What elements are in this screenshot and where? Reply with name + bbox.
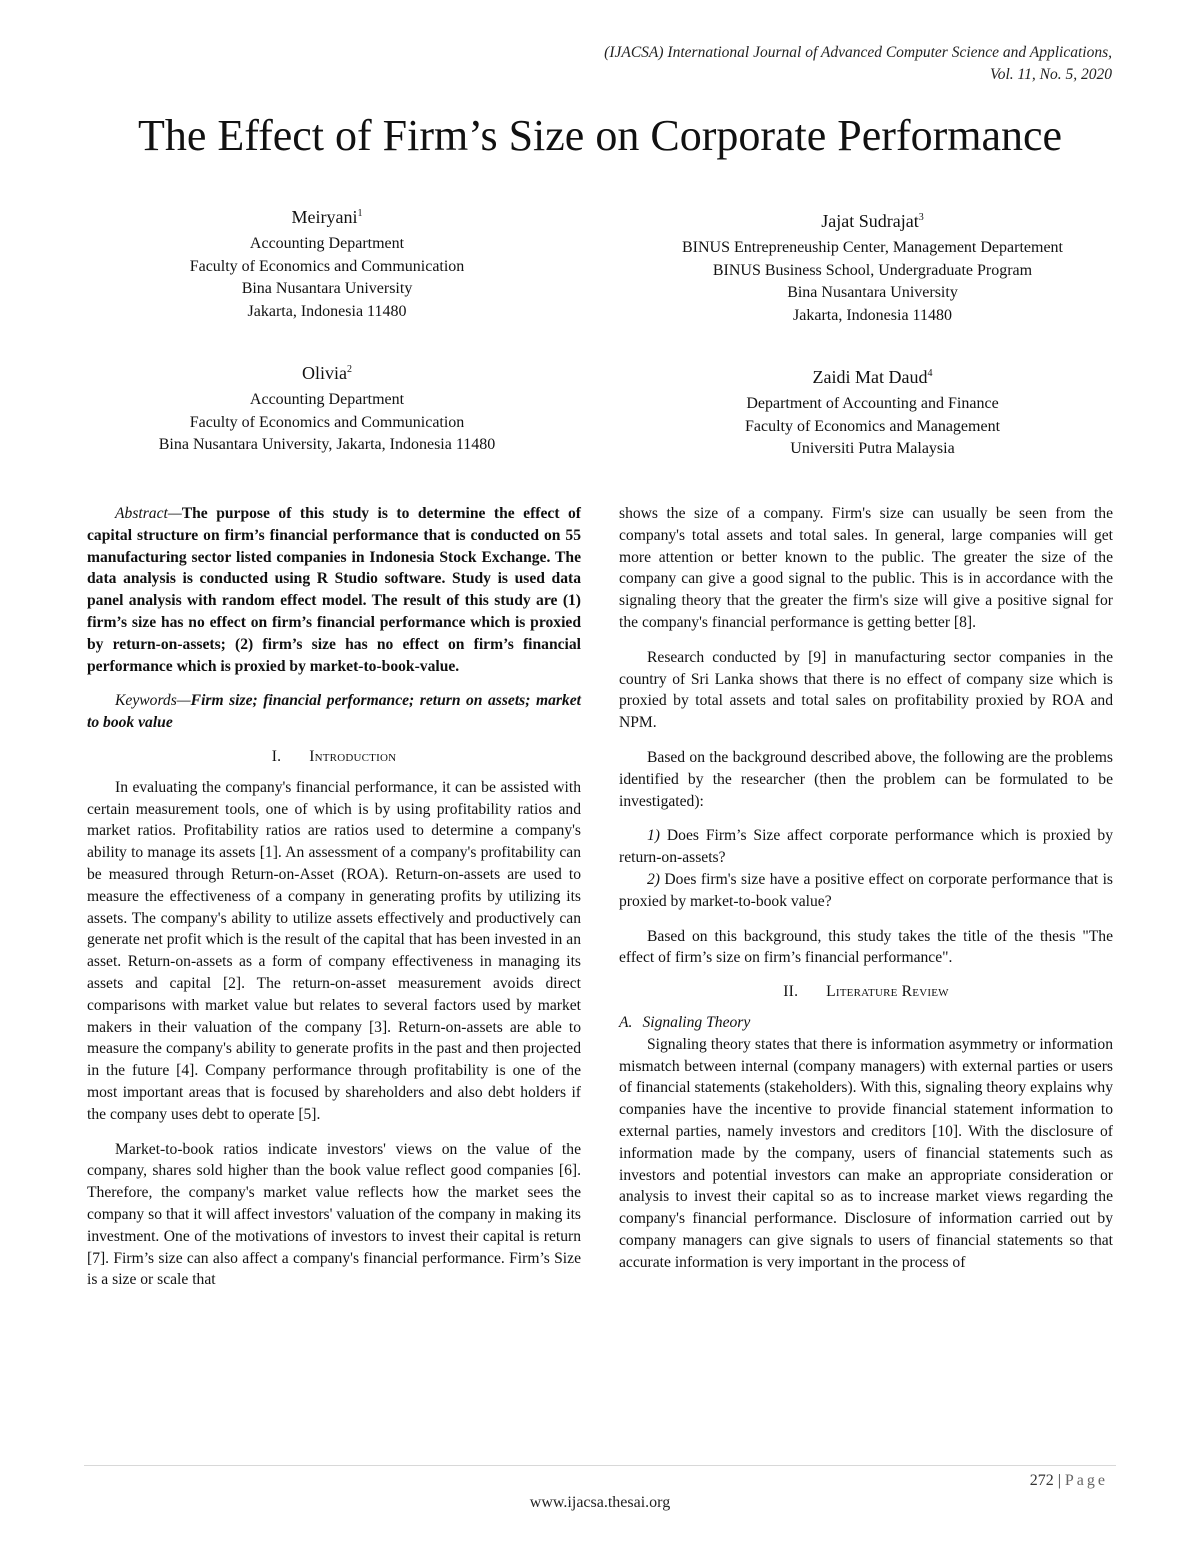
journal-volume: Vol. 11, No. 5, 2020 — [990, 66, 1112, 83]
section-heading-literature-review: II. Literature Review — [783, 983, 949, 1001]
paragraph: Based on this background, this study takes the title of the thesis "The effect of firm’s size on firm’s financial performance". — [619, 927, 1113, 967]
author-affiliation-line: Universiti Putra Malaysia — [790, 440, 955, 457]
right-column — [619, 503, 1113, 1274]
journal-header — [412, 42, 1112, 86]
author-name: Meiryani$^1$ — [291, 207, 363, 227]
author-affiliation-line: Faculty of Economics and Management — [744, 417, 1001, 435]
author-name: Olivia$^2$ — [302, 363, 352, 383]
paragraph: Based on the background described above, the following are the problems identified by the researcher (then the problem can be formulated to be investigated): — [619, 748, 1113, 810]
author-block-3 — [610, 204, 1135, 327]
paragraph: shows the size of a company. Firm's size can usually be seen from the company's total assets and total sales. In general, large companies will get more attention or better known to the public. The greater the size of the company can give a good signal to the public. This is in accordance with the signaling theory that the greater the firm's size will give a positive signal for the company's financial performance is getting better [8]. — [619, 505, 1113, 631]
author-affiliation-line: Accounting Department — [249, 235, 405, 252]
footer-divider — [84, 1465, 1116, 1466]
paragraph: Research conducted by [9] in manufacturing sector companies in the country of Sri Lanka shows that there is no effect of company size which is proxied by total assets and total sales on profitability proxied by ROA and NPM. — [619, 648, 1113, 732]
left-column — [87, 503, 581, 1291]
paragraph: Market-to-book ratios indicate investors' views on the value of the company, shares sold higher than the book value reflect good companies [6]. Therefore, the company's market value reflects how the market sees the company so that it will affect investors' valuation of the company in making its investment. One of the motivations of investors to invest their capital is return [7]. Firm’s size can also affect a company's financial performance. Firm’s Size is a size or scale that — [87, 1140, 581, 1289]
research-question-2: 2) Does firm's size have a positive effect on corporate performance that is proxied by market-to-book value? — [619, 870, 1113, 910]
author-block-2 — [92, 356, 562, 457]
keywords-lead: Keywords— — [115, 692, 191, 710]
author-name: Zaidi Mat Daud$^4$ — [812, 367, 933, 387]
author-affiliation-line: Jakarta, Indonesia 11480 — [793, 306, 952, 324]
keywords — [87, 690, 581, 734]
author-affiliation-line: BINUS Business School, Undergraduate Program — [712, 261, 1033, 279]
paragraph: In evaluating the company's financial performance, it can be assisted with certain measurement tools, one of which is by using profitability ratios and market ratios. Profitability ratios are ratios used to determine a company's ability to manage its assets [1]. An assessment of a company's profitability can be measured through Return-on-Asset (ROA). Return-on-assets are used to measure the effectiveness of a company in generating profits by utilizing its assets. The company's ability to utilize assets effectively and productively can generate net profit which is the result of the capital that has been invested in an asset. Return-on-assets as a form of company effectiveness in managing its assets and capital [2]. The return-on-asset measurement avoids direct comparisons with market value but relates to several factors used by market makers in their valuation of the company [3]. Return-on-assets are able to measure the company's ability to generate profits in the past and then projected in the future [4]. Company performance through profitability is one of the most important areas that is focused by shareholders and also debt holders if the company uses debt to operate [5]. — [87, 778, 581, 1123]
author-affiliation-line: Accounting Department — [249, 391, 405, 408]
author-affiliation-line: Bina Nusantara University — [241, 280, 413, 297]
author-affiliation-line: Bina Nusantara University, Jakarta, Indonesia 11480 — [158, 436, 496, 453]
website-url: www.ijacsa.thesai.org — [529, 1494, 671, 1511]
author-affiliation-line: Bina Nusantara University — [787, 284, 958, 301]
page-number: 272 | Page — [1029, 1472, 1108, 1489]
research-question-1: 1) Does Firm’s Size affect corporate performance which is proxied by return-on-assets? — [619, 827, 1113, 867]
abstract-lead: Abstract— — [115, 505, 182, 522]
author-affiliation-line: BINUS Entrepreneuship Center, Management Departement — [681, 239, 1063, 256]
subsection-heading-signaling-theory: A. Signaling Theory — [619, 1013, 751, 1031]
author-block-4 — [610, 360, 1135, 461]
abstract-text: The purpose of this study is to determine the effect of capital structure on firm’s financial performance that is conducted on 55 manufacturing sector listed companies in Indonesia Stock Exchange. The data analysis is conducted using R Studio software. Study is used data panel analysis with random effect model. The result of this study are (1) firm’s size has no effect on firm’s financial performance which is proxied by return-on-assets; (2) firm’s size has no effect on firm’s financial performance which is proxied by market-to-book-value. — [87, 505, 581, 675]
author-affiliation-line: Faculty of Economics and Communication — [189, 257, 465, 275]
author-affiliation-line: Faculty of Economics and Communication — [189, 413, 465, 431]
paper-title: The Effect of Firm’s Size on Corporate Performance — [137, 111, 1063, 160]
author-name: Jajat Sudrajat$^3$ — [821, 211, 924, 231]
author-affiliation-line: Department of Accounting and Finance — [746, 395, 999, 412]
journal-name: (IJACSA) International Journal of Advanced Computer Science and Applications, — [604, 44, 1112, 61]
section-heading-introduction: I. Introduction — [271, 747, 397, 765]
keywords-text: Firm size; financial performance; return on assets; market to book value — [87, 692, 581, 732]
paragraph: Signaling theory states that there is information asymmetry or information mismatch between internal (company managers) with external parties or users of financial statements (stakeholders). With this, signaling theory explains why companies have the incentive to provide financial statement information to external parties, namely investors and creditors [10]. With the disclosure of information made by the company, users of financial statements such as investors and potential investors can make an appropriate consideration or analysis to invest their capital so as to increase market views regarding the company's financial performance. Disclosure of information carried out by company managers can give signals to users of financial statements so that accurate information is very important in the process of — [619, 1035, 1113, 1271]
author-block-1 — [92, 200, 562, 323]
author-affiliation-line: Jakarta, Indonesia 11480 — [247, 302, 407, 320]
abstract — [87, 503, 581, 677]
